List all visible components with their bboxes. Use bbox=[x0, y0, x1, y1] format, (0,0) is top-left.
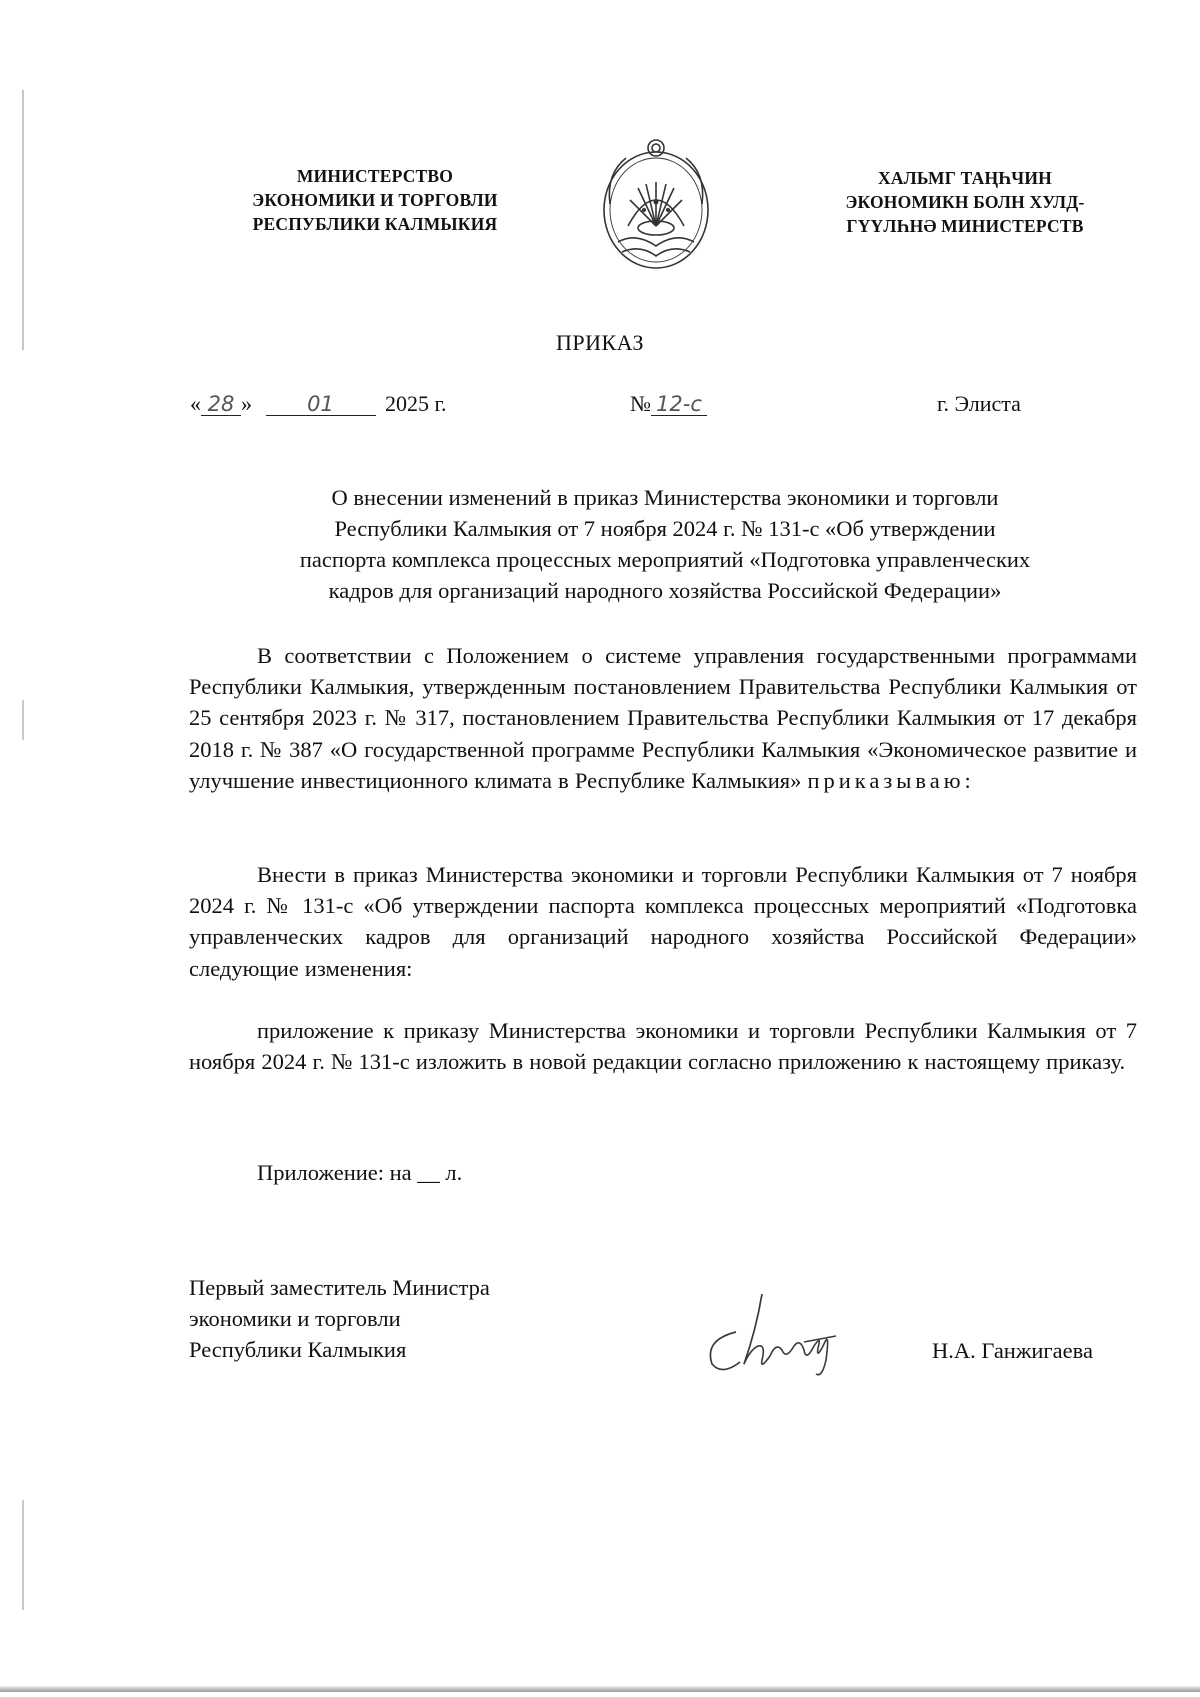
date-month: 01 bbox=[266, 393, 376, 416]
subject-line: кадров для организаций народного хозяйства Российской Федерации» bbox=[328, 578, 1002, 603]
header-left-line: МИНИСТЕРСТВО bbox=[296, 166, 454, 186]
header-right-line: ГҮҮЛҺНӘ МИНИСТЕРСТВ bbox=[846, 216, 1084, 236]
subject-line: О внесении изменений в приказ Министерства экономики и торговли bbox=[331, 485, 999, 510]
date-year: 2025 г. bbox=[385, 391, 447, 416]
header-left-line: ЭКОНОМИКИ И ТОРГОВЛИ bbox=[252, 190, 498, 210]
signer-position-line: экономики и торговли bbox=[189, 1306, 401, 1331]
header-right-line: ЭКОНОМИКН БОЛН ХУЛД- bbox=[845, 192, 1085, 212]
scan-margin-mark bbox=[22, 1500, 24, 1610]
kalmykia-coat-of-arms-icon bbox=[596, 134, 716, 274]
document-type-title: ПРИКАЗ bbox=[555, 330, 645, 355]
basis-text: В соответствии с Положением о системе управления государственными программами Республики Калмыкия, утвержденным постановлением Правительства Республики Калмыкия от 25 сентября 2023 г. № 317, постановлением Правительства Республики Калмыкия от 17 декабря 2018 г. № 387 «О государственной программе Республики Калмыкия «Экономическое развитие и улучшение инвестиционного климата в Республике Калмыкия» bbox=[189, 643, 1137, 793]
scan-margin-mark bbox=[22, 90, 24, 350]
signer-position bbox=[189, 1272, 490, 1365]
scan-margin-mark bbox=[22, 700, 24, 740]
number-prefix: № bbox=[630, 391, 651, 416]
body-paragraph-basis bbox=[189, 640, 1137, 796]
handwritten-signature-icon bbox=[700, 1290, 870, 1380]
header-right-line: ХАЛЬМГ ТАҢҺЧИН bbox=[878, 168, 1052, 188]
document-number bbox=[630, 391, 707, 417]
date-day: 28 bbox=[201, 393, 241, 416]
attachment-note: Приложение: на __ л. bbox=[257, 1160, 463, 1185]
ministry-name-russian bbox=[205, 164, 545, 236]
signer-position-line: Республики Калмыкия bbox=[189, 1337, 407, 1362]
subject-line: паспорта комплекса процессных мероприятий «Подготовка управленческих bbox=[299, 547, 1031, 572]
document-date bbox=[190, 391, 447, 417]
signer-name: Н.А. Ганжигаева bbox=[932, 1338, 1093, 1363]
subject-line: Республики Калмыкия от 7 ноября 2024 г. № 131-с «Об утверждении bbox=[334, 516, 996, 541]
ministry-name-kalmyk bbox=[805, 166, 1125, 238]
body-paragraph-amendment: Внести в приказ Министерства экономики и торговли Республики Калмыкия от 7 ноября 2024 г. № 131-с «Об утверждении паспорта комплекса процессных мероприятий «Подготовка управленческих кадров для организаций народного хозяйства Российской Федерации» следующие изменения: bbox=[189, 862, 1137, 981]
body-paragraph-annex: приложение к приказу Министерства экономики и торговли Республики Калмыкия от 7 ноября 2024 г. № 131-с изложить в новой редакции согласно приложению к настоящему приказу. bbox=[189, 1018, 1137, 1075]
document-city: г. Элиста bbox=[937, 391, 1021, 416]
order-word: приказываю: bbox=[807, 767, 975, 793]
signer-position-line: Первый заместитель Министра bbox=[189, 1275, 490, 1300]
header-left-line: РЕСПУБЛИКИ КАЛМЫКИЯ bbox=[252, 214, 498, 234]
date-close-quote: » bbox=[241, 391, 252, 416]
date-open-quote: « bbox=[190, 391, 201, 416]
scan-bottom-edge bbox=[0, 1686, 1200, 1692]
document-subject bbox=[200, 482, 1130, 606]
number-value: 12-с bbox=[651, 393, 707, 416]
